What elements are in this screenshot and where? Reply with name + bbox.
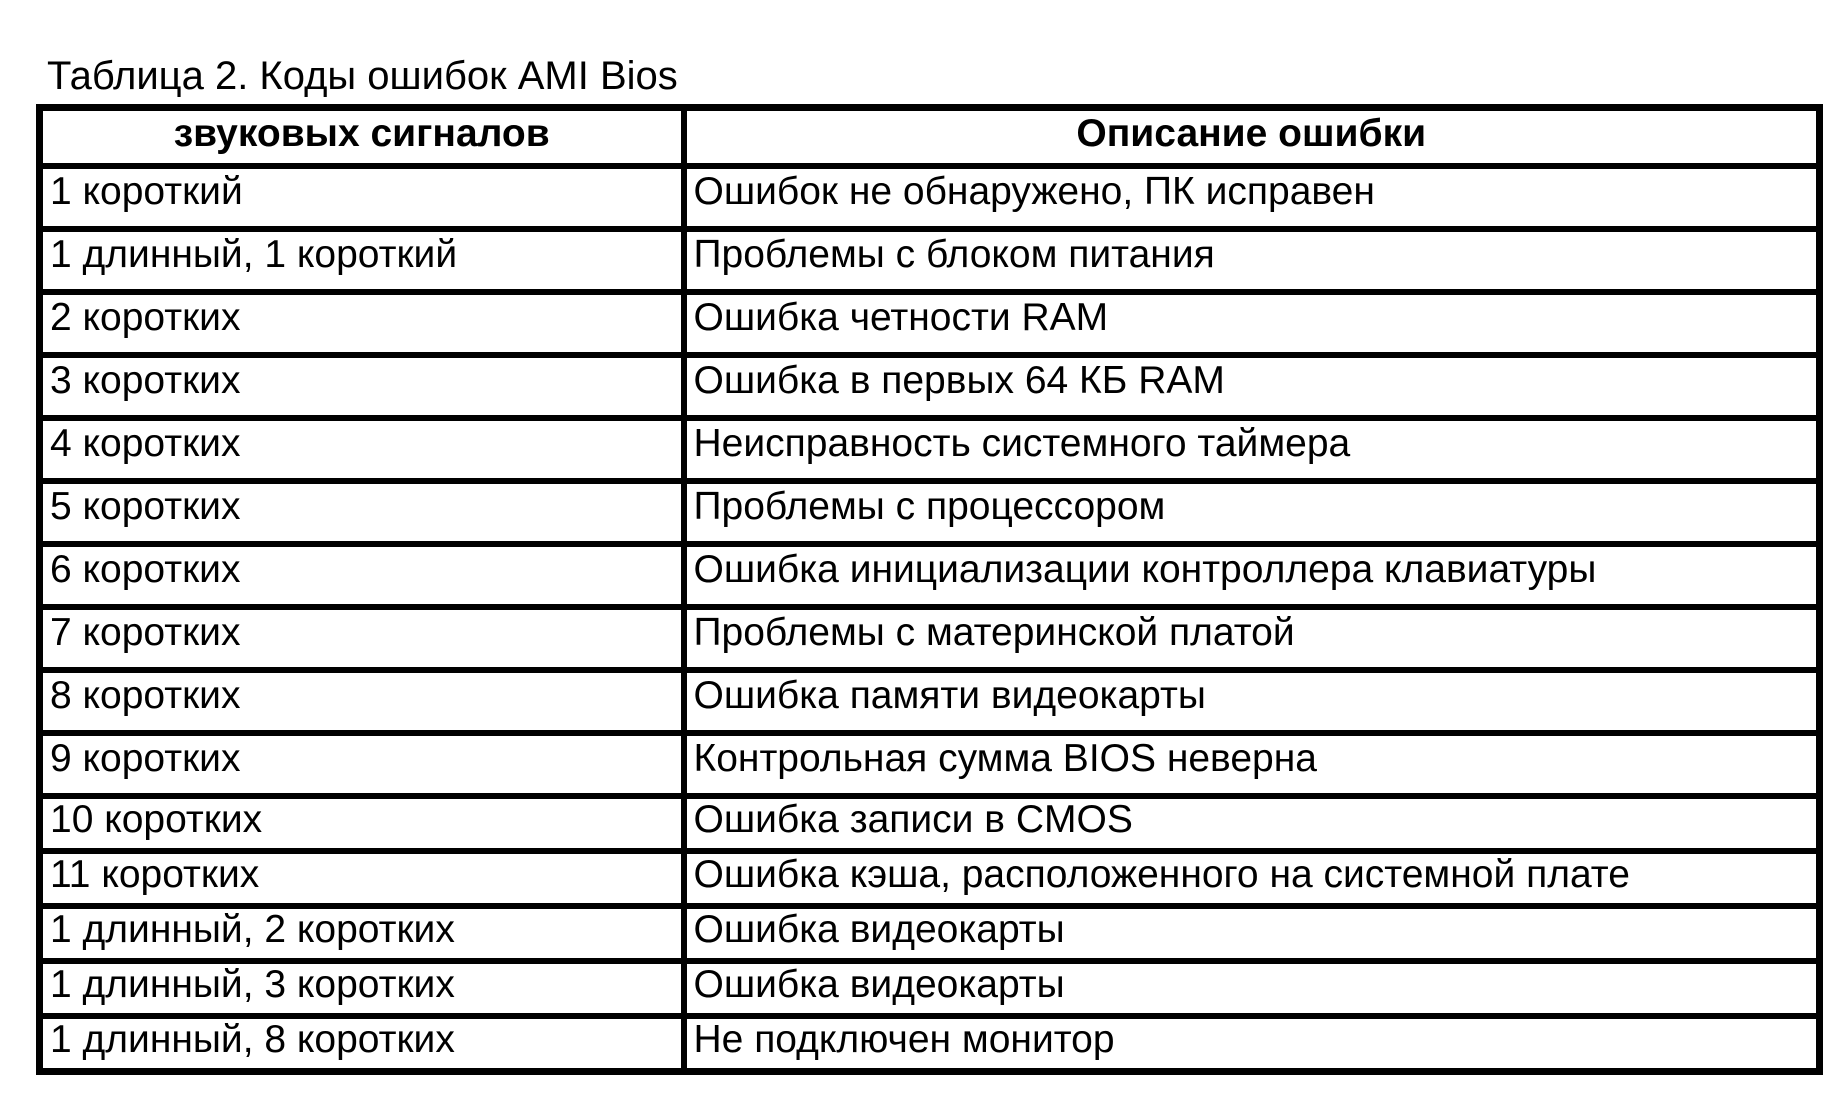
signal-cell: 7 коротких [40, 607, 684, 670]
description-cell: Ошибка видеокарты [684, 906, 1820, 961]
table-row [40, 355, 1820, 418]
signal-cell: 1 длинный, 8 коротких [40, 1016, 684, 1072]
description-cell: Ошибка в первых 64 КБ RAM [684, 355, 1820, 418]
table-row [40, 733, 1820, 796]
signal-cell: 4 коротких [40, 418, 684, 481]
signal-cell: 5 коротких [40, 481, 684, 544]
table-row [40, 851, 1820, 906]
table-row [40, 607, 1820, 670]
signal-cell: 8 коротких [40, 670, 684, 733]
error-codes-table [36, 104, 1823, 1075]
header-description: Описание ошибки [684, 108, 1820, 167]
description-cell: Ошибок не обнаружено, ПК исправен [684, 166, 1820, 229]
description-cell: Ошибка четности RAM [684, 292, 1820, 355]
header-signals: звуковых сигналов [40, 108, 684, 167]
description-cell: Ошибка памяти видеокарты [684, 670, 1820, 733]
description-cell: Проблемы с материнской платой [684, 607, 1820, 670]
signal-cell: 9 коротких [40, 733, 684, 796]
description-cell: Ошибка кэша, расположенного на системной плате [684, 851, 1820, 906]
signal-cell: 10 коротких [40, 796, 684, 851]
description-cell: Ошибка видеокарты [684, 961, 1820, 1016]
description-cell: Контрольная сумма BIOS неверна [684, 733, 1820, 796]
signal-cell: 1 длинный, 3 коротких [40, 961, 684, 1016]
signal-cell: 6 коротких [40, 544, 684, 607]
description-cell: Неисправность системного таймера [684, 418, 1820, 481]
signal-cell: 1 длинный, 1 короткий [40, 229, 684, 292]
table-row [40, 961, 1820, 1016]
table-row [40, 670, 1820, 733]
table-header-row [40, 108, 1820, 167]
table-row [40, 906, 1820, 961]
description-cell: Ошибка инициализации контроллера клавиатуры [684, 544, 1820, 607]
signal-cell: 3 коротких [40, 355, 684, 418]
table-row [40, 418, 1820, 481]
table-caption: Таблица 2. Коды ошибок AMI Bios [47, 54, 678, 98]
description-cell: Не подключен монитор [684, 1016, 1820, 1072]
signal-cell: 2 коротких [40, 292, 684, 355]
signal-cell: 11 коротких [40, 851, 684, 906]
table-row [40, 166, 1820, 229]
description-cell: Проблемы с блоком питания [684, 229, 1820, 292]
table-row [40, 1016, 1820, 1072]
table-row [40, 796, 1820, 851]
description-cell: Ошибка записи в CMOS [684, 796, 1820, 851]
signal-cell: 1 длинный, 2 коротких [40, 906, 684, 961]
signal-cell: 1 короткий [40, 166, 684, 229]
table-row [40, 481, 1820, 544]
table-row [40, 544, 1820, 607]
table-row [40, 292, 1820, 355]
table-row [40, 229, 1820, 292]
description-cell: Проблемы с процессором [684, 481, 1820, 544]
